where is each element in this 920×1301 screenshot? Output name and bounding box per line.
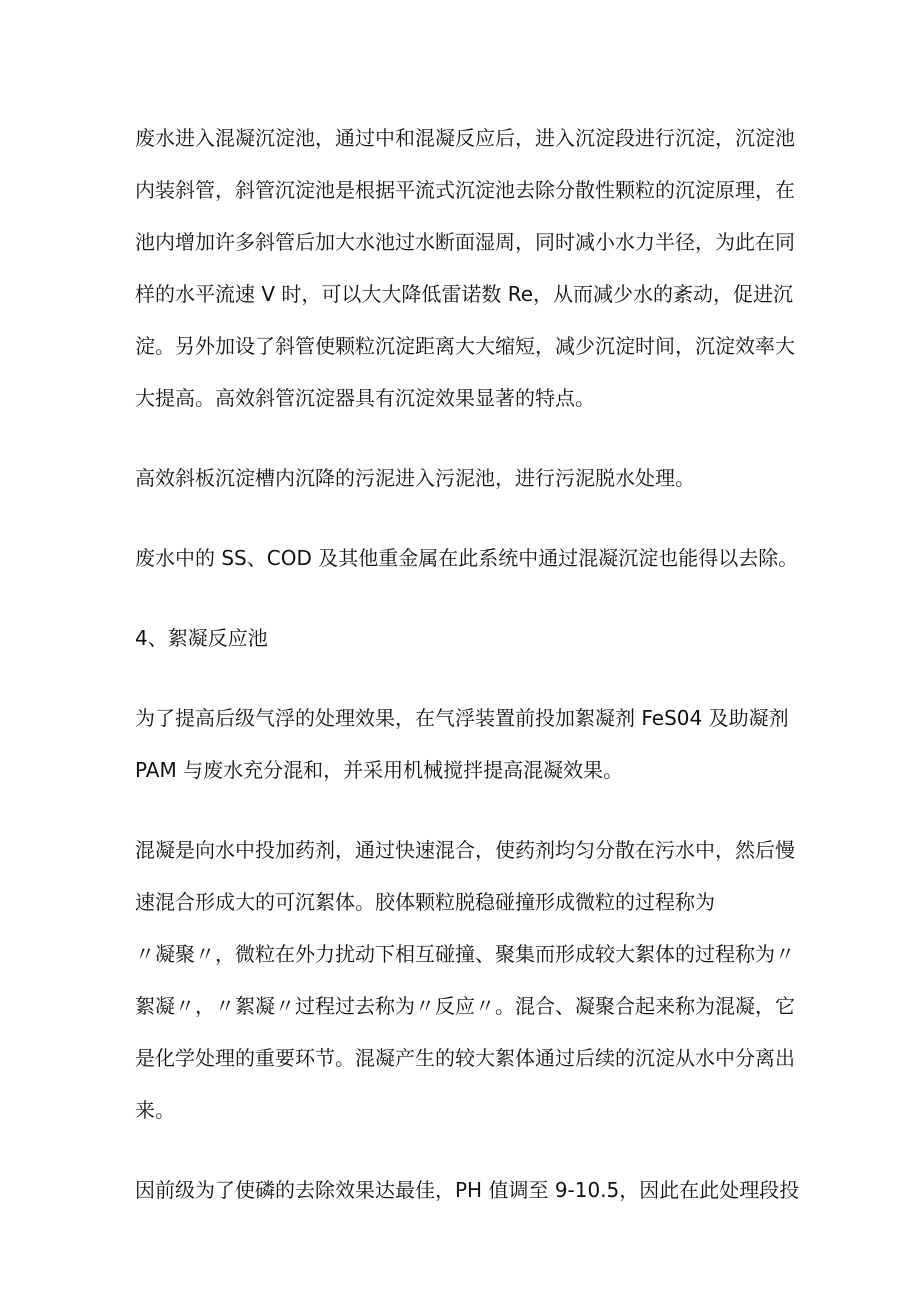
paragraph-spacer bbox=[135, 510, 800, 538]
paragraph-spacer bbox=[135, 1142, 800, 1170]
paragraph-flocculant bbox=[135, 698, 800, 802]
text-line: 淀。另外加设了斜管使颗粒沉淀距离大大缩短，减少沉淀时间，沉淀效率大 bbox=[135, 334, 795, 358]
text-line: 为了提高后级气浮的处理效果，在气浮装置前投加絮凝剂 FeS04 及助凝剂 bbox=[135, 706, 789, 730]
section-heading bbox=[135, 618, 800, 670]
paragraph-ph-adjustment bbox=[135, 1170, 800, 1222]
paragraph-sludge bbox=[135, 458, 800, 510]
paragraph-spacer bbox=[135, 430, 800, 458]
paragraph-removal bbox=[135, 538, 800, 590]
text-line: 样的水平流速 V 时，可以大大降低雷诺数 Re，从而减少水的紊动，促进沉 bbox=[135, 282, 794, 306]
paragraph-spacer bbox=[135, 802, 800, 830]
text-line: 混凝是向水中投加药剂，通过快速混合，使药剂均匀分散在污水中，然后慢 bbox=[135, 838, 795, 862]
text-line: 废水进入混凝沉淀池，通过中和混凝反应后，进入沉淀段进行沉淀，沉淀池 bbox=[135, 126, 795, 150]
text-line: 是化学处理的重要环节。混凝产生的较大絮体通过后续的沉淀从水中分离出 bbox=[135, 1046, 795, 1070]
text-line: 内装斜管，斜管沉淀池是根据平流式沉淀池去除分散性颗粒的沉淀原理，在 bbox=[135, 178, 795, 202]
paragraph-sedimentation bbox=[135, 118, 800, 430]
text-line: 来。 bbox=[135, 1098, 175, 1122]
text-line: 因前级为了使磷的去除效果达最佳，PH 值调至 9-10.5，因此在此处理段投 bbox=[135, 1178, 800, 1202]
text-line: 〃凝聚〃，微粒在外力扰动下相互碰撞、聚集而形成较大絮体的过程称为〃 bbox=[135, 942, 795, 966]
paragraph-spacer bbox=[135, 670, 800, 698]
text-line: PAM 与废水充分混和，并采用机械搅拌提高混凝效果。 bbox=[135, 758, 624, 782]
text-line: 池内增加许多斜管后加大水池过水断面湿周，同时减小水力半径，为此在同 bbox=[135, 230, 795, 254]
text-line: 絮凝〃，〃絮凝〃过程过去称为〃反应〃。混合、凝聚合起来称为混凝，它 bbox=[135, 994, 795, 1018]
text-line: 速混合形成大的可沉絮体。胶体颗粒脱稳碰撞形成微粒的过程称为 bbox=[135, 890, 715, 914]
section-heading-text: 4、絮凝反应池 bbox=[135, 626, 268, 650]
text-line: 大提高。高效斜管沉淀器具有沉淀效果显著的特点。 bbox=[135, 386, 595, 410]
document-body bbox=[135, 118, 800, 1222]
text-line: 废水中的 SS、COD 及其他重金属在此系统中通过混凝沉淀也能得以去除。 bbox=[135, 546, 799, 570]
paragraph-coagulation bbox=[135, 830, 800, 1142]
text-line: 高效斜板沉淀槽内沉降的污泥进入污泥池，进行污泥脱水处理。 bbox=[135, 466, 695, 490]
paragraph-spacer bbox=[135, 590, 800, 618]
